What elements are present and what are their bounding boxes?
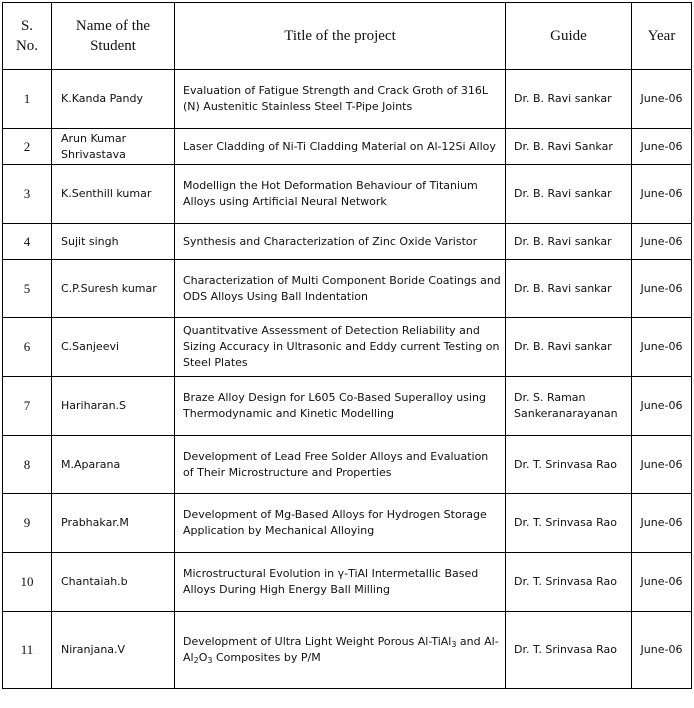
header-sno: S. No. bbox=[3, 3, 52, 70]
cell-title: Quantitvative Assessment of Detection Reliability and Sizing Accuracy in Ultrasonic and Eddy current Testing on Steel Plates bbox=[175, 318, 506, 377]
table-row bbox=[3, 436, 692, 494]
cell-name: K.Senthill kumar bbox=[52, 165, 175, 224]
cell-sno: 10 bbox=[3, 553, 52, 612]
cell-guide: Dr. T. Srinvasa Rao bbox=[506, 436, 632, 494]
cell-year: June-06 bbox=[632, 224, 692, 260]
cell-sno: 9 bbox=[3, 494, 52, 553]
cell-title: Development of Lead Free Solder Alloys and Evaluation of Their Microstructure and Properties bbox=[175, 436, 506, 494]
cell-year: June-06 bbox=[632, 436, 692, 494]
cell-year: June-06 bbox=[632, 612, 692, 689]
cell-year: June-06 bbox=[632, 129, 692, 165]
cell-year: June-06 bbox=[632, 260, 692, 318]
cell-sno: 5 bbox=[3, 260, 52, 318]
cell-name: Sujit singh bbox=[52, 224, 175, 260]
cell-year: June-06 bbox=[632, 165, 692, 224]
table-row bbox=[3, 553, 692, 612]
cell-name: K.Kanda Pandy bbox=[52, 70, 175, 129]
cell-guide: Dr. T. Srinvasa Rao bbox=[506, 553, 632, 612]
cell-guide: Dr. S. Raman Sankeranarayanan bbox=[506, 377, 632, 436]
cell-title: Development of Mg-Based Alloys for Hydrogen Storage Application by Mechanical Alloying bbox=[175, 494, 506, 553]
table-row bbox=[3, 612, 692, 689]
cell-guide: Dr. B. Ravi sankar bbox=[506, 70, 632, 129]
header-year: Year bbox=[632, 3, 692, 70]
cell-sno: 11 bbox=[3, 612, 52, 689]
cell-name: M.Aparana bbox=[52, 436, 175, 494]
cell-sno: 6 bbox=[3, 318, 52, 377]
cell-guide: Dr. T. Srinvasa Rao bbox=[506, 494, 632, 553]
subscript: 3 bbox=[207, 656, 213, 665]
table-row bbox=[3, 224, 692, 260]
cell-guide: Dr. B. Ravi Sankar bbox=[506, 129, 632, 165]
cell-sno: 8 bbox=[3, 436, 52, 494]
header-name: Name of the Student bbox=[52, 3, 175, 70]
cell-sno: 2 bbox=[3, 129, 52, 165]
title-text: and Al-Al bbox=[183, 635, 499, 664]
cell-year: June-06 bbox=[632, 318, 692, 377]
cell-guide: Dr. T. Srinvasa Rao bbox=[506, 612, 632, 689]
cell-title: Synthesis and Characterization of Zinc Oxide Varistor bbox=[175, 224, 506, 260]
cell-year: June-06 bbox=[632, 553, 692, 612]
cell-name: Chantaiah.b bbox=[52, 553, 175, 612]
cell-title: Braze Alloy Design for L605 Co-Based Superalloy using Thermodynamic and Kinetic Modelling bbox=[175, 377, 506, 436]
cell-name: Arun Kumar Shrivastava bbox=[52, 129, 175, 165]
table-row bbox=[3, 129, 692, 165]
header-title: Title of the project bbox=[175, 3, 506, 70]
cell-year: June-06 bbox=[632, 377, 692, 436]
cell-guide: Dr. B. Ravi sankar bbox=[506, 165, 632, 224]
cell-title bbox=[175, 612, 506, 689]
cell-title: Laser Cladding of Ni-Ti Cladding Material on Al-12Si Alloy bbox=[175, 129, 506, 165]
projects-table bbox=[2, 2, 692, 689]
title-text: Composites by P/M bbox=[212, 651, 321, 664]
table-row bbox=[3, 377, 692, 436]
cell-year: June-06 bbox=[632, 70, 692, 129]
cell-name: Niranjana.V bbox=[52, 612, 175, 689]
cell-title: Evaluation of Fatigue Strength and Crack Groth of 316L (N) Austenitic Stainless Steel T-Pipe Joints bbox=[175, 70, 506, 129]
cell-guide: Dr. B. Ravi sankar bbox=[506, 318, 632, 377]
title-text: O bbox=[198, 651, 208, 664]
header-row bbox=[3, 3, 692, 70]
cell-sno: 4 bbox=[3, 224, 52, 260]
title-text: Development of Ultra Light Weight Porous Al-TiAl bbox=[183, 635, 452, 648]
table-row bbox=[3, 494, 692, 553]
table-row bbox=[3, 318, 692, 377]
cell-name: Hariharan.S bbox=[52, 377, 175, 436]
cell-title: Modellign the Hot Deformation Behaviour of Titanium Alloys using Artificial Neural Network bbox=[175, 165, 506, 224]
cell-sno: 7 bbox=[3, 377, 52, 436]
header-guide: Guide bbox=[506, 3, 632, 70]
table-row bbox=[3, 165, 692, 224]
cell-guide: Dr. B. Ravi sankar bbox=[506, 260, 632, 318]
cell-name: C.Sanjeevi bbox=[52, 318, 175, 377]
table-row bbox=[3, 70, 692, 129]
cell-title: Microstructural Evolution in γ-TiAl Intermetallic Based Alloys During High Energy Ball Milling bbox=[175, 553, 506, 612]
cell-sno: 1 bbox=[3, 70, 52, 129]
table-row bbox=[3, 260, 692, 318]
subscript: 3 bbox=[451, 640, 457, 649]
subscript: 2 bbox=[193, 656, 199, 665]
cell-sno: 3 bbox=[3, 165, 52, 224]
cell-year: June-06 bbox=[632, 494, 692, 553]
cell-name: C.P.Suresh kumar bbox=[52, 260, 175, 318]
cell-guide: Dr. B. Ravi sankar bbox=[506, 224, 632, 260]
cell-name: Prabhakar.M bbox=[52, 494, 175, 553]
cell-title: Characterization of Multi Component Boride Coatings and ODS Alloys Using Ball Indentation bbox=[175, 260, 506, 318]
